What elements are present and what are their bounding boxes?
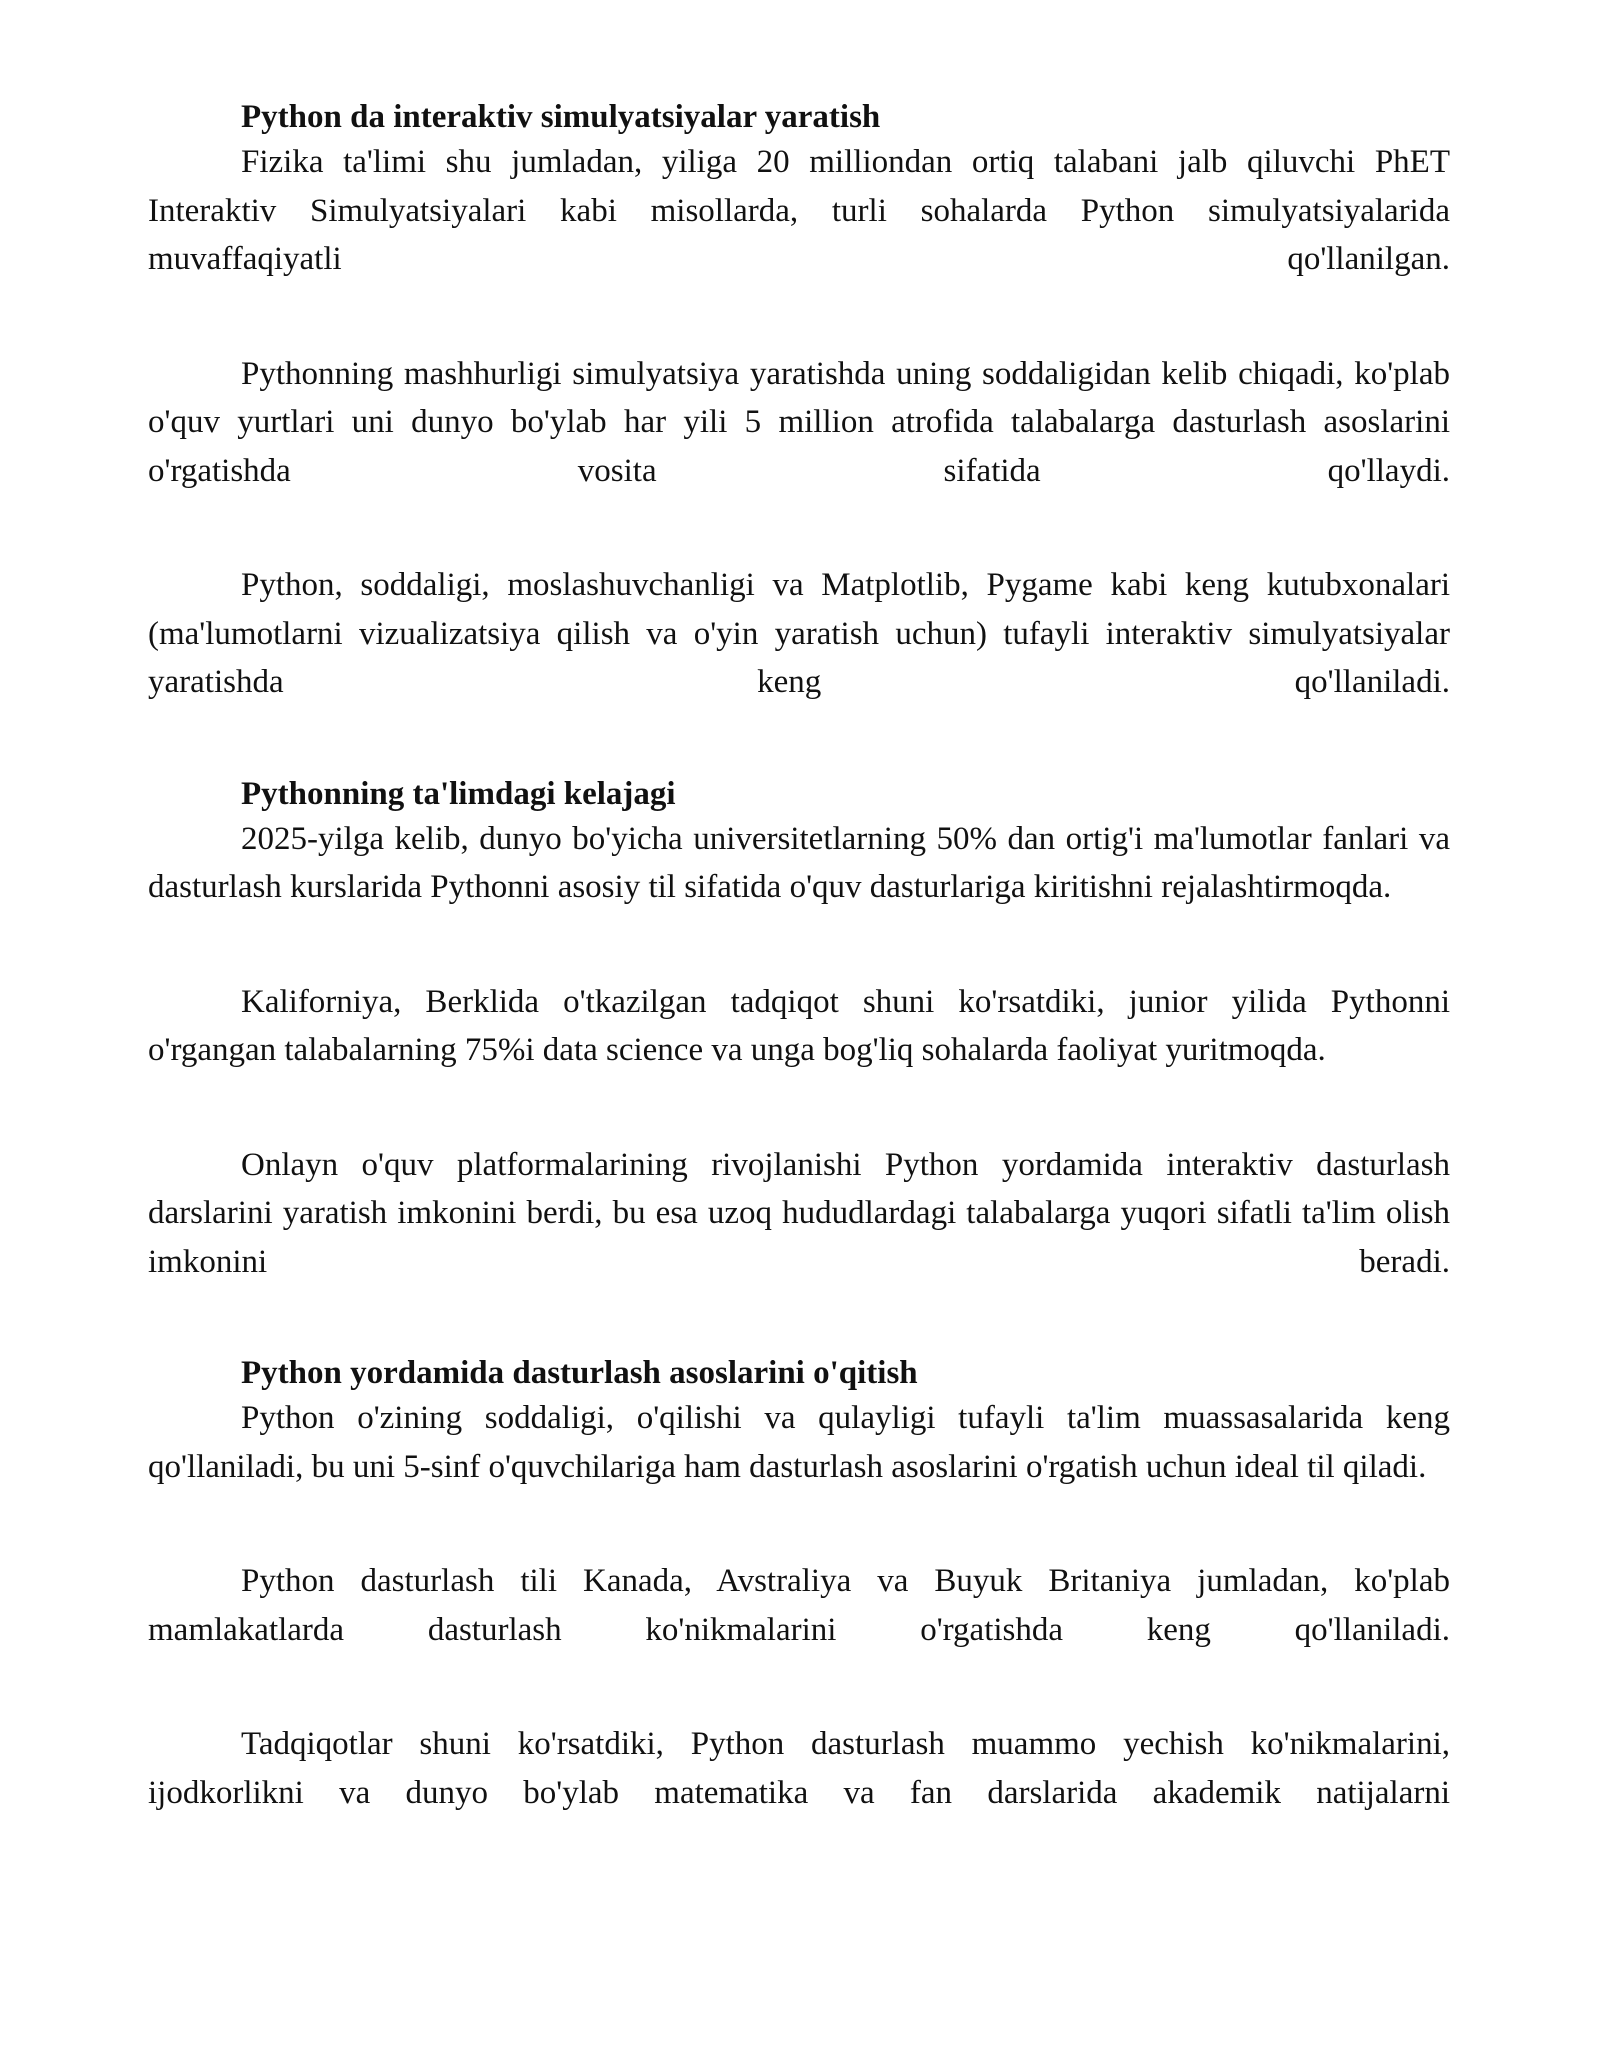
section-future-of-python-in-education [148, 773, 1450, 1287]
paragraph: Fizika ta'limi shu jumladan, yiliga 20 milliondan ortiq talabani jalb qiluvchi PhET Interaktiv Simulyatsiyalari kabi misollarda, turli sohalarda Python simulyatsiyalarida muvaffaqiyatli qo'llanilgan. [148, 144, 1450, 277]
paragraph: Python o'zining soddaligi, o'qilishi va qulayligi tufayli ta'lim muassasalarida keng qo'llaniladi, bu uni 5-sinf o'quvchilariga ham dasturlash asoslarini o'rgatish uchun ideal til qiladi. [148, 1400, 1450, 1485]
section-teaching-programming-basics [148, 1352, 1450, 1817]
paragraph: Python, soddaligi, moslashuvchanligi va Matplotlib, Pygame kabi keng kutubxonalari (ma'lumotlarni vizualizatsiya qilish va o'yin yaratish uchun) tufayli interaktiv simulyatsiyalar yaratishda keng qo'llaniladi. [148, 567, 1450, 700]
section-heading: Python da interaktiv simulyatsiyalar yaratish [241, 99, 881, 135]
section-interactive-simulations [148, 96, 1450, 707]
paragraph: Python dasturlash tili Kanada, Avstraliya va Buyuk Britaniya jumladan, ko'plab mamlakatlarda dasturlash ko'nikmalarini o'rgatishda keng qo'llaniladi. [148, 1563, 1450, 1648]
paragraph: Onlayn o'quv platformalarining rivojlanishi Python yordamida interaktiv dasturlash darslarini yaratish imkonini berdi, bu esa uzoq hududlardagi talabalarga yuqori sifatli ta'lim olish imkonini beradi. [148, 1146, 1450, 1280]
paragraph: Pythonning mashhurligi simulyatsiya yaratishda uning soddaligidan kelib chiqadi, ko'plab o'quv yurtlari uni dunyo bo'ylab har yili 5 million atrofida talabalarga dasturlash asoslarini o'rgatishda vosita sifatida qo'llaydi. [148, 355, 1450, 489]
section-heading: Pythonning ta'limdagi kelajagi [241, 775, 676, 812]
document-page [148, 96, 1450, 1883]
paragraph: Kaliforniya, Berklida o'tkazilgan tadqiqot shuni ko'rsatdiki, junior yilida Pythonni o'rgangan talabalarning 75%i data science va unga bog'liq sohalarda faoliyat yuritmoqda. [148, 983, 1450, 1068]
paragraph: Tadqiqotlar shuni ko'rsatdiki, Python dasturlash muammo yechish ko'nikmalarini, ijodkorlikni va dunyo bo'ylab matematika va fan darslarida akademik natijalarni [148, 1726, 1450, 1811]
paragraph: 2025-yilga kelib, dunyo bo'yicha universitetlarning 50% dan ortig'i ma'lumotlar fanlari va dasturlash kurslarida Pythonni asosiy til sifatida o'quv dasturlariga kiritishni rejalashtirmoqda. [148, 820, 1450, 905]
section-heading: Python yordamida dasturlash asoslarini o'qitish [241, 1355, 918, 1391]
